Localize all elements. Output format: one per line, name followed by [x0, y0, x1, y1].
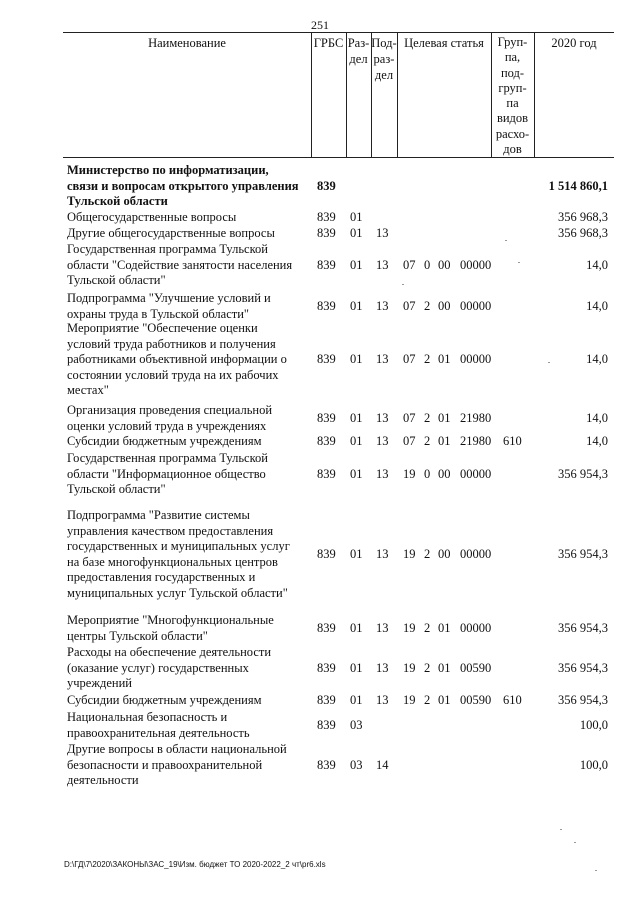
row-amount: 356 968,3 — [558, 210, 608, 224]
row-podrazdel: 13 — [376, 547, 389, 561]
page-number: 251 — [311, 18, 329, 32]
row-direction-code: 21980 — [460, 410, 492, 425]
row-name: Субсидии бюджетным учреждениям — [67, 434, 262, 448]
row-amount: 356 954,3 — [558, 547, 608, 561]
row-grbs: 839 — [317, 434, 336, 448]
row-grbs: 839 — [317, 226, 336, 240]
row-program-code: 19 — [403, 620, 416, 635]
header-podrazdel: Под- раз- дел — [371, 36, 397, 82]
row-grbs: 839 — [317, 547, 336, 561]
row-grbs: 839 — [317, 298, 336, 313]
row-name: Организация проведения специальной оценки условий труда в учреждениях — [67, 403, 273, 433]
row-subprogram-code: 2 — [424, 434, 431, 448]
row-name: Государственная программа Тульской области "Содействие занятости населения Тульской области" — [67, 242, 293, 288]
row-podrazdel: 13 — [376, 352, 389, 367]
row-podrazdel: 13 — [376, 226, 389, 240]
row-direction-code: 00000 — [460, 257, 492, 272]
row-razdel: 03 — [350, 717, 363, 732]
row-expense-type: 610 — [503, 693, 522, 707]
row-expense-type: 610 — [503, 434, 522, 448]
row-name: Общегосударственные вопросы — [67, 210, 237, 224]
row-name: Мероприятие "Многофункциональные центры Тульской области" — [67, 613, 274, 643]
row-razdel: 01 — [350, 620, 363, 635]
row-name: Национальная безопасность и правоохранительная деятельность — [67, 710, 250, 740]
row-subprogram-code: 2 — [424, 298, 431, 313]
row-program-code: 07 — [403, 434, 416, 448]
row-event-code: 01 — [438, 434, 451, 448]
row-razdel: 01 — [350, 210, 363, 224]
row-grbs: 839 — [317, 210, 336, 224]
row-subprogram-code: 2 — [424, 547, 431, 561]
row-direction-code: 00000 — [460, 466, 492, 481]
row-program-code: 07 — [403, 352, 416, 367]
row-subprogram-code: 0 — [424, 466, 431, 481]
row-amount: 100,0 — [579, 757, 608, 772]
row-razdel: 01 — [350, 660, 363, 675]
row-podrazdel: 13 — [376, 434, 389, 448]
row-podrazdel: 13 — [376, 466, 389, 481]
row-grbs: 839 — [317, 466, 336, 481]
row-amount: 356 954,3 — [558, 466, 608, 481]
row-name: Расходы на обеспечение деятельности (оказание услуг) государственных учреждений — [67, 645, 272, 691]
row-event-code: 01 — [438, 660, 451, 675]
row-name: Министерство по информатизации, связи и вопросам открытого управления Тульской области — [67, 163, 299, 209]
header-target-article: Целевая статья — [404, 36, 484, 50]
row-podrazdel: 13 — [376, 693, 389, 707]
row-subprogram-code: 2 — [424, 693, 431, 707]
row-podrazdel: 13 — [376, 257, 389, 272]
table-header — [63, 32, 614, 158]
row-amount: 14,0 — [586, 257, 608, 272]
row-event-code: 01 — [438, 620, 451, 635]
row-event-code: 00 — [438, 257, 451, 272]
row-grbs: 839 — [317, 620, 336, 635]
row-podrazdel: 13 — [376, 298, 389, 313]
row-amount: 356 968,3 — [558, 226, 608, 240]
header-expense-group: Груп- па, под- груп- па видов расхо- дов — [495, 35, 530, 157]
row-podrazdel: 13 — [376, 620, 389, 635]
row-direction-code: 00000 — [460, 620, 492, 635]
row-program-code: 19 — [403, 660, 416, 675]
row-program-code: 07 — [403, 298, 416, 313]
row-direction-code: 00000 — [460, 352, 492, 367]
row-razdel: 03 — [350, 757, 363, 772]
row-amount: 356 954,3 — [558, 620, 608, 635]
row-subprogram-code: 2 — [424, 620, 431, 635]
row-grbs: 839 — [317, 660, 336, 675]
row-grbs: 839 — [317, 693, 336, 707]
row-direction-code: 00000 — [460, 298, 492, 313]
header-grbs: ГРБС — [313, 36, 344, 50]
row-subprogram-code: 2 — [424, 660, 431, 675]
row-razdel: 01 — [350, 352, 363, 367]
file-path-footer: D:\ГД\7\2020\ЗАКОНЫ\ЗАС_19\Изм. бюджет ТО 2020-2022_2 чт\pr6.xls — [64, 860, 326, 869]
row-name: Государственная программа Тульской области "Информационное общество Тульской области" — [67, 451, 268, 497]
row-name: Подпрограмма "Улучшение условий и охраны труда в Тульской области" — [67, 291, 271, 321]
row-razdel: 01 — [350, 298, 363, 313]
row-direction-code: 21980 — [460, 434, 492, 448]
row-subprogram-code: 0 — [424, 257, 431, 272]
row-event-code: 00 — [438, 298, 451, 313]
row-direction-code: 00590 — [460, 693, 492, 707]
row-name: Подпрограмма "Развитие системы управления качеством предоставления государственных и муниципальных услуг на базе многофункциональных центров предоставления государственных и муниципальных услуг Тульской области" — [67, 508, 290, 600]
header-year: 2020 год — [551, 36, 597, 50]
row-program-code: 07 — [403, 410, 416, 425]
row-amount: 100,0 — [579, 717, 608, 732]
header-name: Наименование — [148, 36, 226, 50]
row-program-code: 07 — [403, 257, 416, 272]
row-grbs: 839 — [317, 257, 336, 272]
row-razdel: 01 — [350, 434, 363, 448]
row-direction-code: 00000 — [460, 547, 492, 561]
row-name: Другие общегосударственные вопросы — [67, 226, 275, 240]
row-podrazdel: 14 — [376, 757, 389, 772]
row-grbs: 839 — [317, 178, 336, 193]
row-amount: 356 954,3 — [558, 693, 608, 707]
row-name: Другие вопросы в области национальной безопасности и правоохранительной деятельности — [67, 742, 287, 788]
row-razdel: 01 — [350, 466, 363, 481]
row-event-code: 01 — [438, 410, 451, 425]
row-program-code: 19 — [403, 466, 416, 481]
row-event-code: 01 — [438, 352, 451, 367]
row-podrazdel: 13 — [376, 660, 389, 675]
row-grbs: 839 — [317, 717, 336, 732]
row-amount: 14,0 — [586, 410, 608, 425]
row-amount: 1 514 860,1 — [548, 178, 608, 193]
row-direction-code: 00590 — [460, 660, 492, 675]
row-podrazdel: 13 — [376, 410, 389, 425]
row-razdel: 01 — [350, 547, 363, 561]
row-name: Мероприятие "Обеспечение оценки условий труда работников и получения работниками объективной информации о состоянии условий труда на их рабочих местах" — [67, 321, 287, 398]
row-subprogram-code: 2 — [424, 410, 431, 425]
row-razdel: 01 — [350, 410, 363, 425]
row-name: Субсидии бюджетным учреждениям — [67, 693, 262, 707]
row-program-code: 19 — [403, 547, 416, 561]
row-program-code: 19 — [403, 693, 416, 707]
row-amount: 14,0 — [586, 298, 608, 313]
row-grbs: 839 — [317, 757, 336, 772]
row-razdel: 01 — [350, 693, 363, 707]
row-amount: 14,0 — [586, 352, 608, 367]
row-event-code: 01 — [438, 693, 451, 707]
row-subprogram-code: 2 — [424, 352, 431, 367]
header-razdel: Раз- дел — [347, 36, 370, 66]
row-event-code: 00 — [438, 466, 451, 481]
row-razdel: 01 — [350, 257, 363, 272]
row-amount: 356 954,3 — [558, 660, 608, 675]
row-grbs: 839 — [317, 352, 336, 367]
row-razdel: 01 — [350, 226, 363, 240]
row-amount: 14,0 — [586, 434, 608, 448]
row-event-code: 00 — [438, 547, 451, 561]
row-grbs: 839 — [317, 410, 336, 425]
